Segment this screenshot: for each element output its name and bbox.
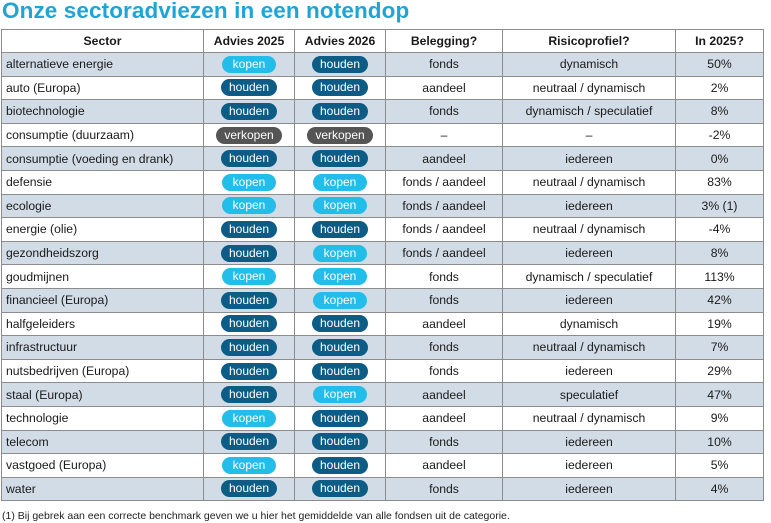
advies-2025-cell (204, 383, 295, 407)
belegging-cell: – (386, 123, 503, 147)
in-2025-cell: 5% (676, 454, 764, 478)
belegging-cell: aandeel (386, 147, 503, 171)
advies-2026-cell (295, 123, 386, 147)
risicoprofiel-cell: dynamisch (503, 53, 676, 77)
belegging-cell: fonds (386, 288, 503, 312)
advies-2025-cell (204, 100, 295, 124)
risicoprofiel-cell: neutraal / dynamisch (503, 170, 676, 194)
advice-badge: kopen (313, 268, 367, 285)
advies-2026-cell (295, 359, 386, 383)
advies-2025-cell (204, 359, 295, 383)
risicoprofiel-cell: neutraal / dynamisch (503, 406, 676, 430)
table-row (2, 430, 764, 454)
advice-badge: kopen (222, 197, 276, 214)
advice-badge: houden (312, 103, 368, 120)
belegging-cell: fonds (386, 53, 503, 77)
advice-badge: houden (221, 103, 277, 120)
in-2025-cell: -4% (676, 218, 764, 242)
in-2025-cell: 50% (676, 53, 764, 77)
in-2025-cell: 8% (676, 241, 764, 265)
advice-badge: kopen (222, 410, 276, 427)
table-row (2, 147, 764, 171)
risicoprofiel-cell: iedereen (503, 194, 676, 218)
table-row (2, 265, 764, 289)
table-row (2, 312, 764, 336)
advies-2026-cell (295, 170, 386, 194)
advice-badge: houden (312, 150, 368, 167)
in-2025-cell: 3% (1) (676, 194, 764, 218)
in-2025-cell: 8% (676, 100, 764, 124)
sector-cell: defensie (2, 170, 204, 194)
risicoprofiel-cell: iedereen (503, 147, 676, 171)
advice-badge: verkopen (307, 127, 372, 144)
advice-badge: houden (312, 363, 368, 380)
sector-cell: nutsbedrijven (Europa) (2, 359, 204, 383)
belegging-cell: fonds (386, 336, 503, 360)
in-2025-cell: 47% (676, 383, 764, 407)
in-2025-cell: 4% (676, 477, 764, 501)
advies-2026-cell (295, 288, 386, 312)
risicoprofiel-cell: neutraal / dynamisch (503, 336, 676, 360)
advice-badge: verkopen (216, 127, 281, 144)
advies-2025-cell (204, 218, 295, 242)
in-2025-cell: 83% (676, 170, 764, 194)
advice-badge: houden (221, 150, 277, 167)
advies-2025-cell (204, 288, 295, 312)
in-2025-cell: 10% (676, 430, 764, 454)
belegging-cell: aandeel (386, 312, 503, 336)
risicoprofiel-cell: iedereen (503, 241, 676, 265)
in-2025-cell: 9% (676, 406, 764, 430)
risicoprofiel-cell: iedereen (503, 430, 676, 454)
advies-2026-cell (295, 53, 386, 77)
table-body (2, 53, 764, 501)
sector-cell: consumptie (voeding en drank) (2, 147, 204, 171)
belegging-cell: aandeel (386, 454, 503, 478)
sector-cell: ecologie (2, 194, 204, 218)
column-header-in-2025: In 2025? (676, 30, 764, 53)
advice-badge: kopen (222, 174, 276, 191)
sector-cell: consumptie (duurzaam) (2, 123, 204, 147)
table-row (2, 454, 764, 478)
advies-2026-cell (295, 76, 386, 100)
advies-2026-cell (295, 477, 386, 501)
in-2025-cell: 29% (676, 359, 764, 383)
advies-2026-cell (295, 100, 386, 124)
belegging-cell: fonds (386, 265, 503, 289)
risicoprofiel-cell: iedereen (503, 477, 676, 501)
advice-badge: houden (312, 480, 368, 497)
advies-2025-cell (204, 147, 295, 171)
advies-2025-cell (204, 406, 295, 430)
advice-badge: kopen (313, 292, 367, 309)
belegging-cell: fonds / aandeel (386, 241, 503, 265)
sector-cell: telecom (2, 430, 204, 454)
advies-2026-cell (295, 383, 386, 407)
advice-badge: kopen (313, 197, 367, 214)
belegging-cell: aandeel (386, 76, 503, 100)
belegging-cell: fonds (386, 359, 503, 383)
advice-badge: houden (221, 79, 277, 96)
in-2025-cell: 42% (676, 288, 764, 312)
advice-badge: houden (312, 433, 368, 450)
sector-cell: infrastructuur (2, 336, 204, 360)
table-row (2, 336, 764, 360)
advice-badge: houden (221, 339, 277, 356)
risicoprofiel-cell: dynamisch / speculatief (503, 100, 676, 124)
belegging-cell: fonds (386, 100, 503, 124)
in-2025-cell: 113% (676, 265, 764, 289)
in-2025-cell: 19% (676, 312, 764, 336)
advies-2025-cell (204, 454, 295, 478)
risicoprofiel-cell: speculatief (503, 383, 676, 407)
column-header-advies-2026: Advies 2026 (295, 30, 386, 53)
advice-badge: houden (221, 221, 277, 238)
advice-badge: houden (221, 292, 277, 309)
in-2025-cell: 7% (676, 336, 764, 360)
advies-2026-cell (295, 312, 386, 336)
table-row (2, 288, 764, 312)
sector-cell: gezondheidszorg (2, 241, 204, 265)
advies-2026-cell (295, 241, 386, 265)
advies-2026-cell (295, 336, 386, 360)
advies-2026-cell (295, 265, 386, 289)
table-header-row (2, 30, 764, 53)
advice-badge: houden (221, 363, 277, 380)
belegging-cell: fonds / aandeel (386, 194, 503, 218)
advice-badge: kopen (313, 174, 367, 191)
advice-badge: kopen (222, 457, 276, 474)
advies-2025-cell (204, 194, 295, 218)
risicoprofiel-cell: iedereen (503, 288, 676, 312)
risicoprofiel-cell: dynamisch (503, 312, 676, 336)
advies-2026-cell (295, 147, 386, 171)
column-header-belegging: Belegging? (386, 30, 503, 53)
belegging-cell: fonds / aandeel (386, 218, 503, 242)
table-row (2, 477, 764, 501)
sector-cell: alternatieve energie (2, 53, 204, 77)
advice-badge: houden (312, 56, 368, 73)
risicoprofiel-cell: neutraal / dynamisch (503, 76, 676, 100)
table-row (2, 359, 764, 383)
advies-2026-cell (295, 454, 386, 478)
advies-2025-cell (204, 312, 295, 336)
advice-badge: houden (312, 457, 368, 474)
sector-cell: halfgeleiders (2, 312, 204, 336)
sector-cell: financieel (Europa) (2, 288, 204, 312)
advies-2025-cell (204, 430, 295, 454)
table-row (2, 194, 764, 218)
advice-badge: kopen (313, 386, 367, 403)
advies-2025-cell (204, 241, 295, 265)
column-header-sector: Sector (2, 30, 204, 53)
advies-2026-cell (295, 218, 386, 242)
advies-2025-cell (204, 336, 295, 360)
sector-cell: technologie (2, 406, 204, 430)
advies-2025-cell (204, 76, 295, 100)
advice-badge: houden (221, 480, 277, 497)
table-row (2, 123, 764, 147)
sector-cell: water (2, 477, 204, 501)
advies-2026-cell (295, 406, 386, 430)
risicoprofiel-cell: iedereen (503, 454, 676, 478)
advies-2025-cell (204, 170, 295, 194)
sector-cell: energie (olie) (2, 218, 204, 242)
in-2025-cell: -2% (676, 123, 764, 147)
advies-2025-cell (204, 53, 295, 77)
advice-badge: houden (312, 79, 368, 96)
advice-badge: houden (312, 221, 368, 238)
risicoprofiel-cell: – (503, 123, 676, 147)
advies-2026-cell (295, 194, 386, 218)
table-row (2, 406, 764, 430)
advies-2025-cell (204, 265, 295, 289)
sector-cell: vastgoed (Europa) (2, 454, 204, 478)
belegging-cell: fonds / aandeel (386, 170, 503, 194)
advice-badge: houden (221, 245, 277, 262)
belegging-cell: fonds (386, 477, 503, 501)
column-header-risicoprofiel: Risicoprofiel? (503, 30, 676, 53)
sector-cell: goudmijnen (2, 265, 204, 289)
table-row (2, 76, 764, 100)
advice-badge: kopen (222, 268, 276, 285)
table-row (2, 100, 764, 124)
page-title: Onze sectoradviezen in een notendop (2, 0, 410, 23)
table-row (2, 218, 764, 242)
table-row (2, 170, 764, 194)
sector-table (1, 29, 764, 501)
advice-badge: houden (221, 386, 277, 403)
table-row (2, 53, 764, 77)
sector-cell: auto (Europa) (2, 76, 204, 100)
risicoprofiel-cell: iedereen (503, 359, 676, 383)
belegging-cell: aandeel (386, 383, 503, 407)
advice-badge: kopen (222, 56, 276, 73)
belegging-cell: aandeel (386, 406, 503, 430)
advice-badge: houden (221, 315, 277, 332)
belegging-cell: fonds (386, 430, 503, 454)
advice-badge: houden (221, 433, 277, 450)
risicoprofiel-cell: neutraal / dynamisch (503, 218, 676, 242)
advies-2025-cell (204, 477, 295, 501)
footnote: (1) Bij gebrek aan een correcte benchmark geven we u hier het gemiddelde van alle fondsen uit de categorie. (2, 510, 510, 522)
sector-cell: staal (Europa) (2, 383, 204, 407)
in-2025-cell: 2% (676, 76, 764, 100)
risicoprofiel-cell: dynamisch / speculatief (503, 265, 676, 289)
in-2025-cell: 0% (676, 147, 764, 171)
advice-badge: kopen (313, 245, 367, 262)
advies-2025-cell (204, 123, 295, 147)
column-header-advies-2025: Advies 2025 (204, 30, 295, 53)
table-row (2, 383, 764, 407)
advice-badge: houden (312, 315, 368, 332)
sector-cell: biotechnologie (2, 100, 204, 124)
advice-badge: houden (312, 339, 368, 356)
advies-2026-cell (295, 430, 386, 454)
table-row (2, 241, 764, 265)
advice-badge: houden (312, 410, 368, 427)
